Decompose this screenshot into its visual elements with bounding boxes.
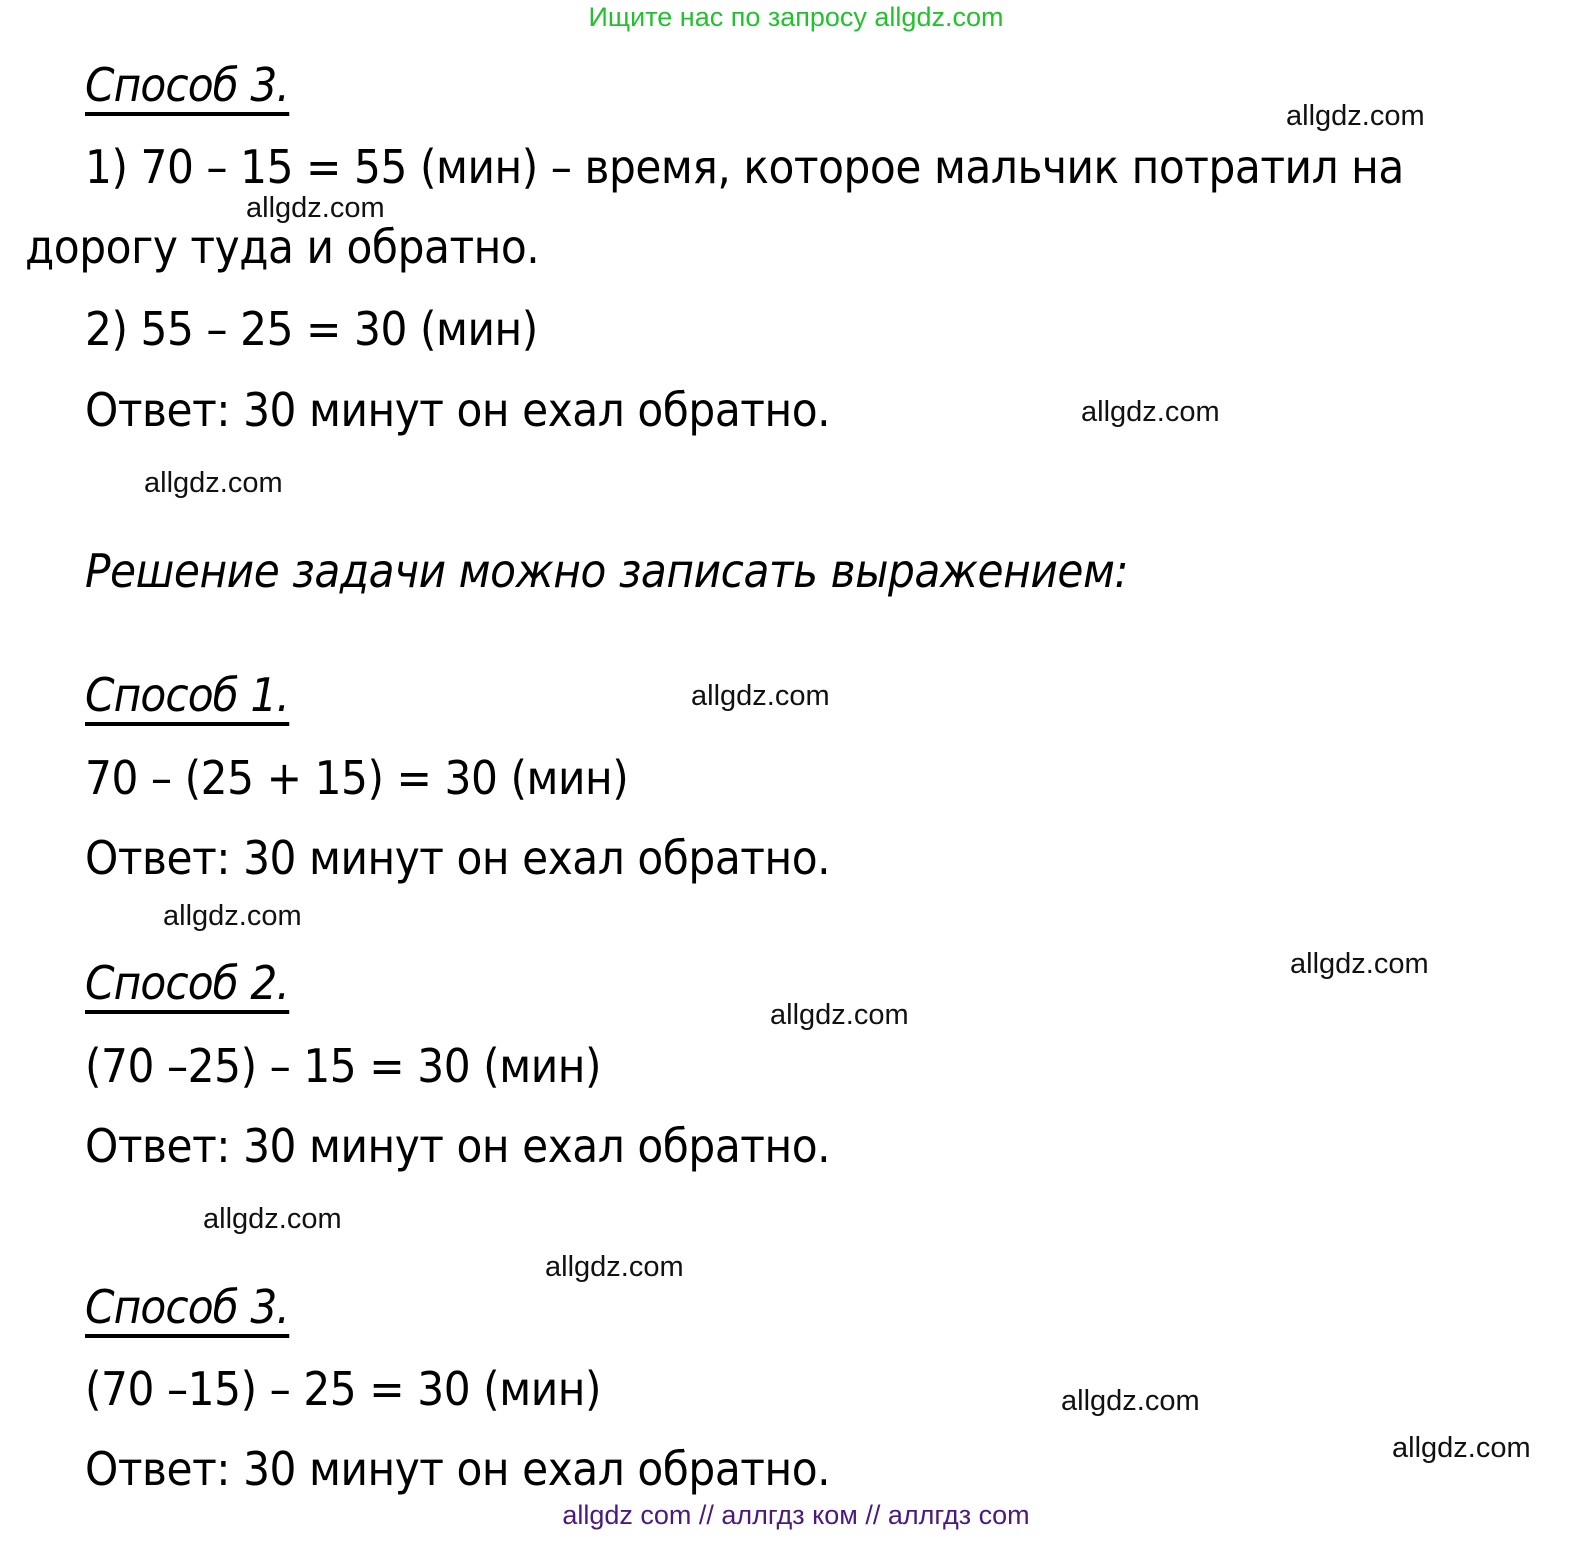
method-2-answer: Ответ: 30 минут он ехал обратно. (85, 1119, 831, 1173)
method-1-expression: 70 – (25 + 15) = 30 (мин) (85, 751, 629, 805)
method-3b-expression: (70 –15) – 25 = 30 (мин) (85, 1362, 602, 1416)
method-3b-heading: Способ 3. (85, 1280, 289, 1338)
watermark: allgdz.com (770, 999, 909, 1031)
watermark: allgdz.com (246, 192, 385, 224)
watermark: allgdz.com (1081, 396, 1220, 428)
watermark: allgdz.com (691, 680, 830, 712)
method-3-heading: Способ 3. (85, 58, 289, 116)
answer-line: Ответ: 30 минут он ехал обратно. (85, 383, 831, 437)
method-1-answer: Ответ: 30 минут он ехал обратно. (85, 831, 831, 885)
expression-intro: Решение задачи можно записать выражением: (85, 544, 1129, 598)
watermark: allgdz.com (163, 900, 302, 932)
step-1-line: 1) 70 – 15 = 55 (мин) – время, которое мальчик потратил на (85, 140, 1404, 194)
watermark: allgdz.com (1290, 948, 1429, 980)
method-1-heading: Способ 1. (85, 668, 289, 726)
step-1-continuation: дорогу туда и обратно. (25, 220, 540, 274)
method-2-heading: Способ 2. (85, 956, 289, 1014)
step-2-line: 2) 55 – 25 = 30 (мин) (85, 302, 538, 356)
watermark: allgdz.com (1061, 1385, 1200, 1417)
watermark: allgdz.com (545, 1251, 684, 1283)
method-3b-answer: Ответ: 30 минут он ехал обратно. (85, 1442, 831, 1496)
search-banner: Ищите нас по запросу allgdz.com (588, 2, 1004, 32)
watermark: allgdz.com (1286, 100, 1425, 132)
method-2-expression: (70 –25) – 15 = 30 (мин) (85, 1039, 602, 1093)
watermark: allgdz.com (144, 467, 283, 499)
footer-watermark: allgdz com // аллгдз ком // аллгдз com (562, 1500, 1030, 1530)
watermark: allgdz.com (203, 1203, 342, 1235)
watermark: allgdz.com (1392, 1432, 1531, 1464)
